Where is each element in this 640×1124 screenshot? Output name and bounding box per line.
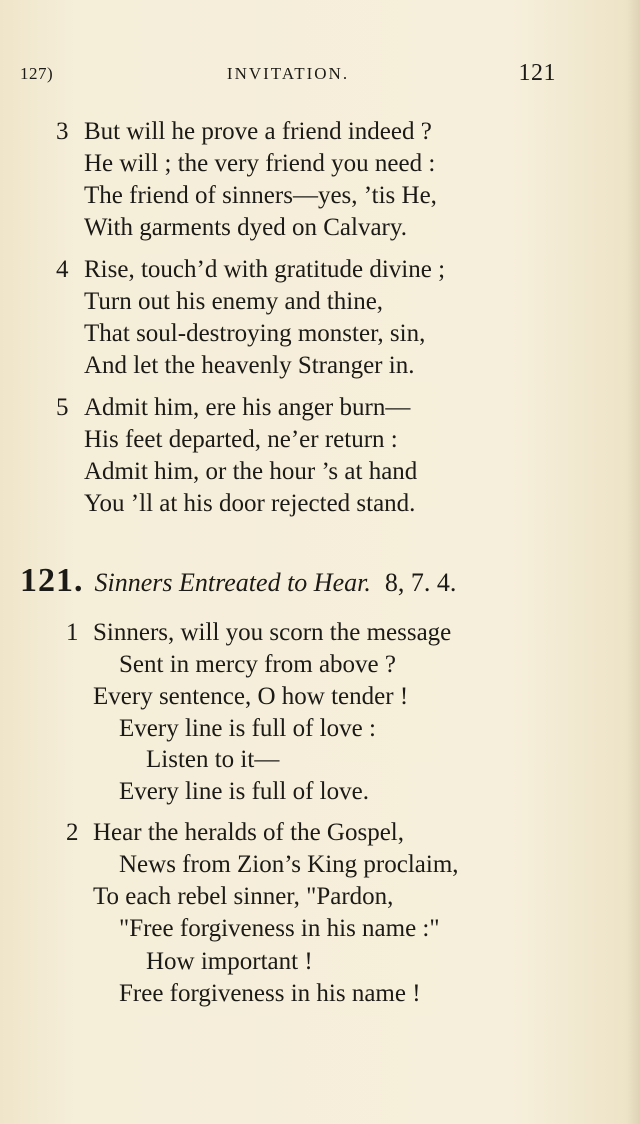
page-edge-shadow	[626, 0, 640, 1124]
verse-line: Sent in mercy from above ?	[119, 651, 396, 678]
verse-line: Admit him, or the hour ’s at hand	[84, 458, 418, 485]
stanza-number: 4	[56, 256, 69, 283]
hymn-number: 121	[20, 562, 74, 599]
verse-line: That soul-destroying monster, sin,	[84, 320, 426, 347]
hymn-title: Sinners Entreated to Hear.	[94, 568, 371, 597]
verse-line: Listen to it—	[146, 746, 280, 773]
page-number: 121	[518, 60, 556, 86]
verse-line: Hear the heralds of the Gospel,	[93, 819, 404, 846]
verse-line: Rise, touch’d with gratitude divine ;	[84, 256, 446, 283]
verse-line: Every line is full of love.	[119, 778, 369, 805]
hymn-heading	[20, 562, 620, 602]
running-head-left: 127)	[20, 64, 54, 83]
verse-line: You ’ll at his door rejected stand.	[84, 490, 416, 517]
running-head	[20, 60, 556, 90]
verse-line: Sinners, will you scorn the message	[93, 619, 452, 646]
hymn-meter: 8, 7. 4.	[384, 568, 457, 597]
verse-line: The friend of sinners—yes, ’tis He,	[84, 182, 437, 209]
stanza-number: 1	[66, 619, 79, 646]
verse-line: To each rebel sinner, "Pardon,	[93, 883, 394, 910]
verse-line: But will he prove a friend indeed ?	[84, 118, 432, 145]
verse-line: And let the heavenly Stranger in.	[84, 352, 415, 379]
running-head-title: INVITATION.	[226, 64, 350, 83]
verse-line: "Free forgiveness in his name :"	[119, 915, 440, 942]
verse-line: With garments dyed on Calvary.	[84, 214, 407, 241]
stanza-number: 2	[66, 819, 79, 846]
verse-line: His feet departed, ne’er return :	[84, 426, 398, 453]
verse-line: Turn out his enemy and thine,	[84, 288, 384, 315]
verse-line: Every line is full of love :	[119, 715, 376, 742]
verse-line: Admit him, ere his anger burn—	[84, 394, 411, 421]
stanza-number: 5	[56, 394, 69, 421]
verse-line: How important !	[146, 948, 313, 975]
verse-line: He will ; the very friend you need :	[84, 150, 436, 177]
verse-line: Free forgiveness in his name !	[119, 980, 421, 1007]
verse-line: News from Zion’s King proclaim,	[119, 851, 459, 878]
stanza-number: 3	[56, 118, 69, 145]
hymn-number-dot: .	[74, 562, 83, 599]
verse-line: Every sentence, O how tender !	[93, 683, 409, 710]
